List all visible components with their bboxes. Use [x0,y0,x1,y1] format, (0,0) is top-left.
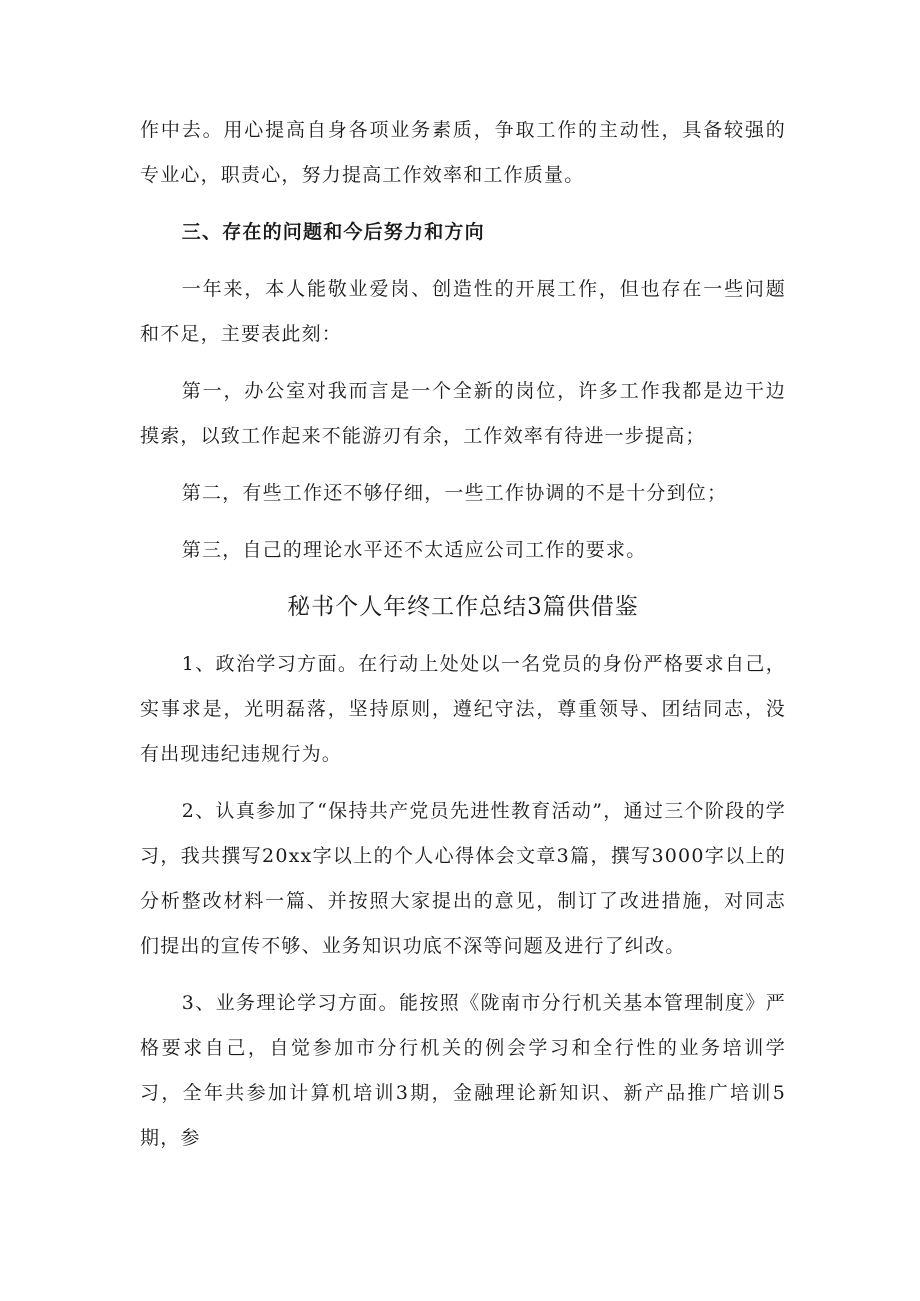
paragraph-business-theory: 3、业务理论学习方面。能按照《陇南市分行机关基本管理制度》严格要求自己，自觉参加市分行机关的例会学习和全行性的业务培训学习，全年共参加计算机培训3期，金融理论新知识、新产品推广培训5期，参 [140,992,786,1149]
paragraph-education-activity: 2、认真参加了“保持共产党员先进性教育活动”，通过三个阶段的学习，我共撰写20xx字以上的个人心得体会文章3篇，撰写3000字以上的分析整改材料一篇、并按照大家提出的意见，制订了改进措施，对同志们提出的宣传不够、业务知识功底不深等问题及进行了纠改。 [140,800,786,957]
paragraph-second-issue: 第二，有些工作还不够仔细，一些工作协调的不是十分到位； [181,482,728,504]
paragraph-year-summary: 一年来，本人能敬业爱岗、创造性的开展工作，但也存在一些问题和不足，主要表此刻： [140,278,786,345]
document-page [140,108,786,1173]
paragraph-continuation: 作中去。用心提高自身各项业务素质，争取工作的主动性，具备较强的专业心，职责心，努力提高工作效率和工作质量。 [140,119,786,186]
paragraph-first-issue: 第一，办公室对我而言是一个全新的岗位，许多工作我都是边干边摸索，以致工作起来不能游刃有余，工作效率有待进一步提高； [140,380,786,447]
paragraph-political-study: 1、政治学习方面。在行动上处处以一名党员的身份严格要求自己，实事求是，光明磊落，坚持原则，遵纪守法，尊重领导、团结同志，没有出现违纪违规行为。 [140,653,786,765]
document-title: 秘书个人年终工作总结3篇供借鉴 [287,594,639,620]
section-heading-problems: 三、存在的问题和今后努力和方向 [181,221,485,243]
paragraph-third-issue: 第三，自己的理论水平还不太适应公司工作的要求。 [181,539,647,561]
